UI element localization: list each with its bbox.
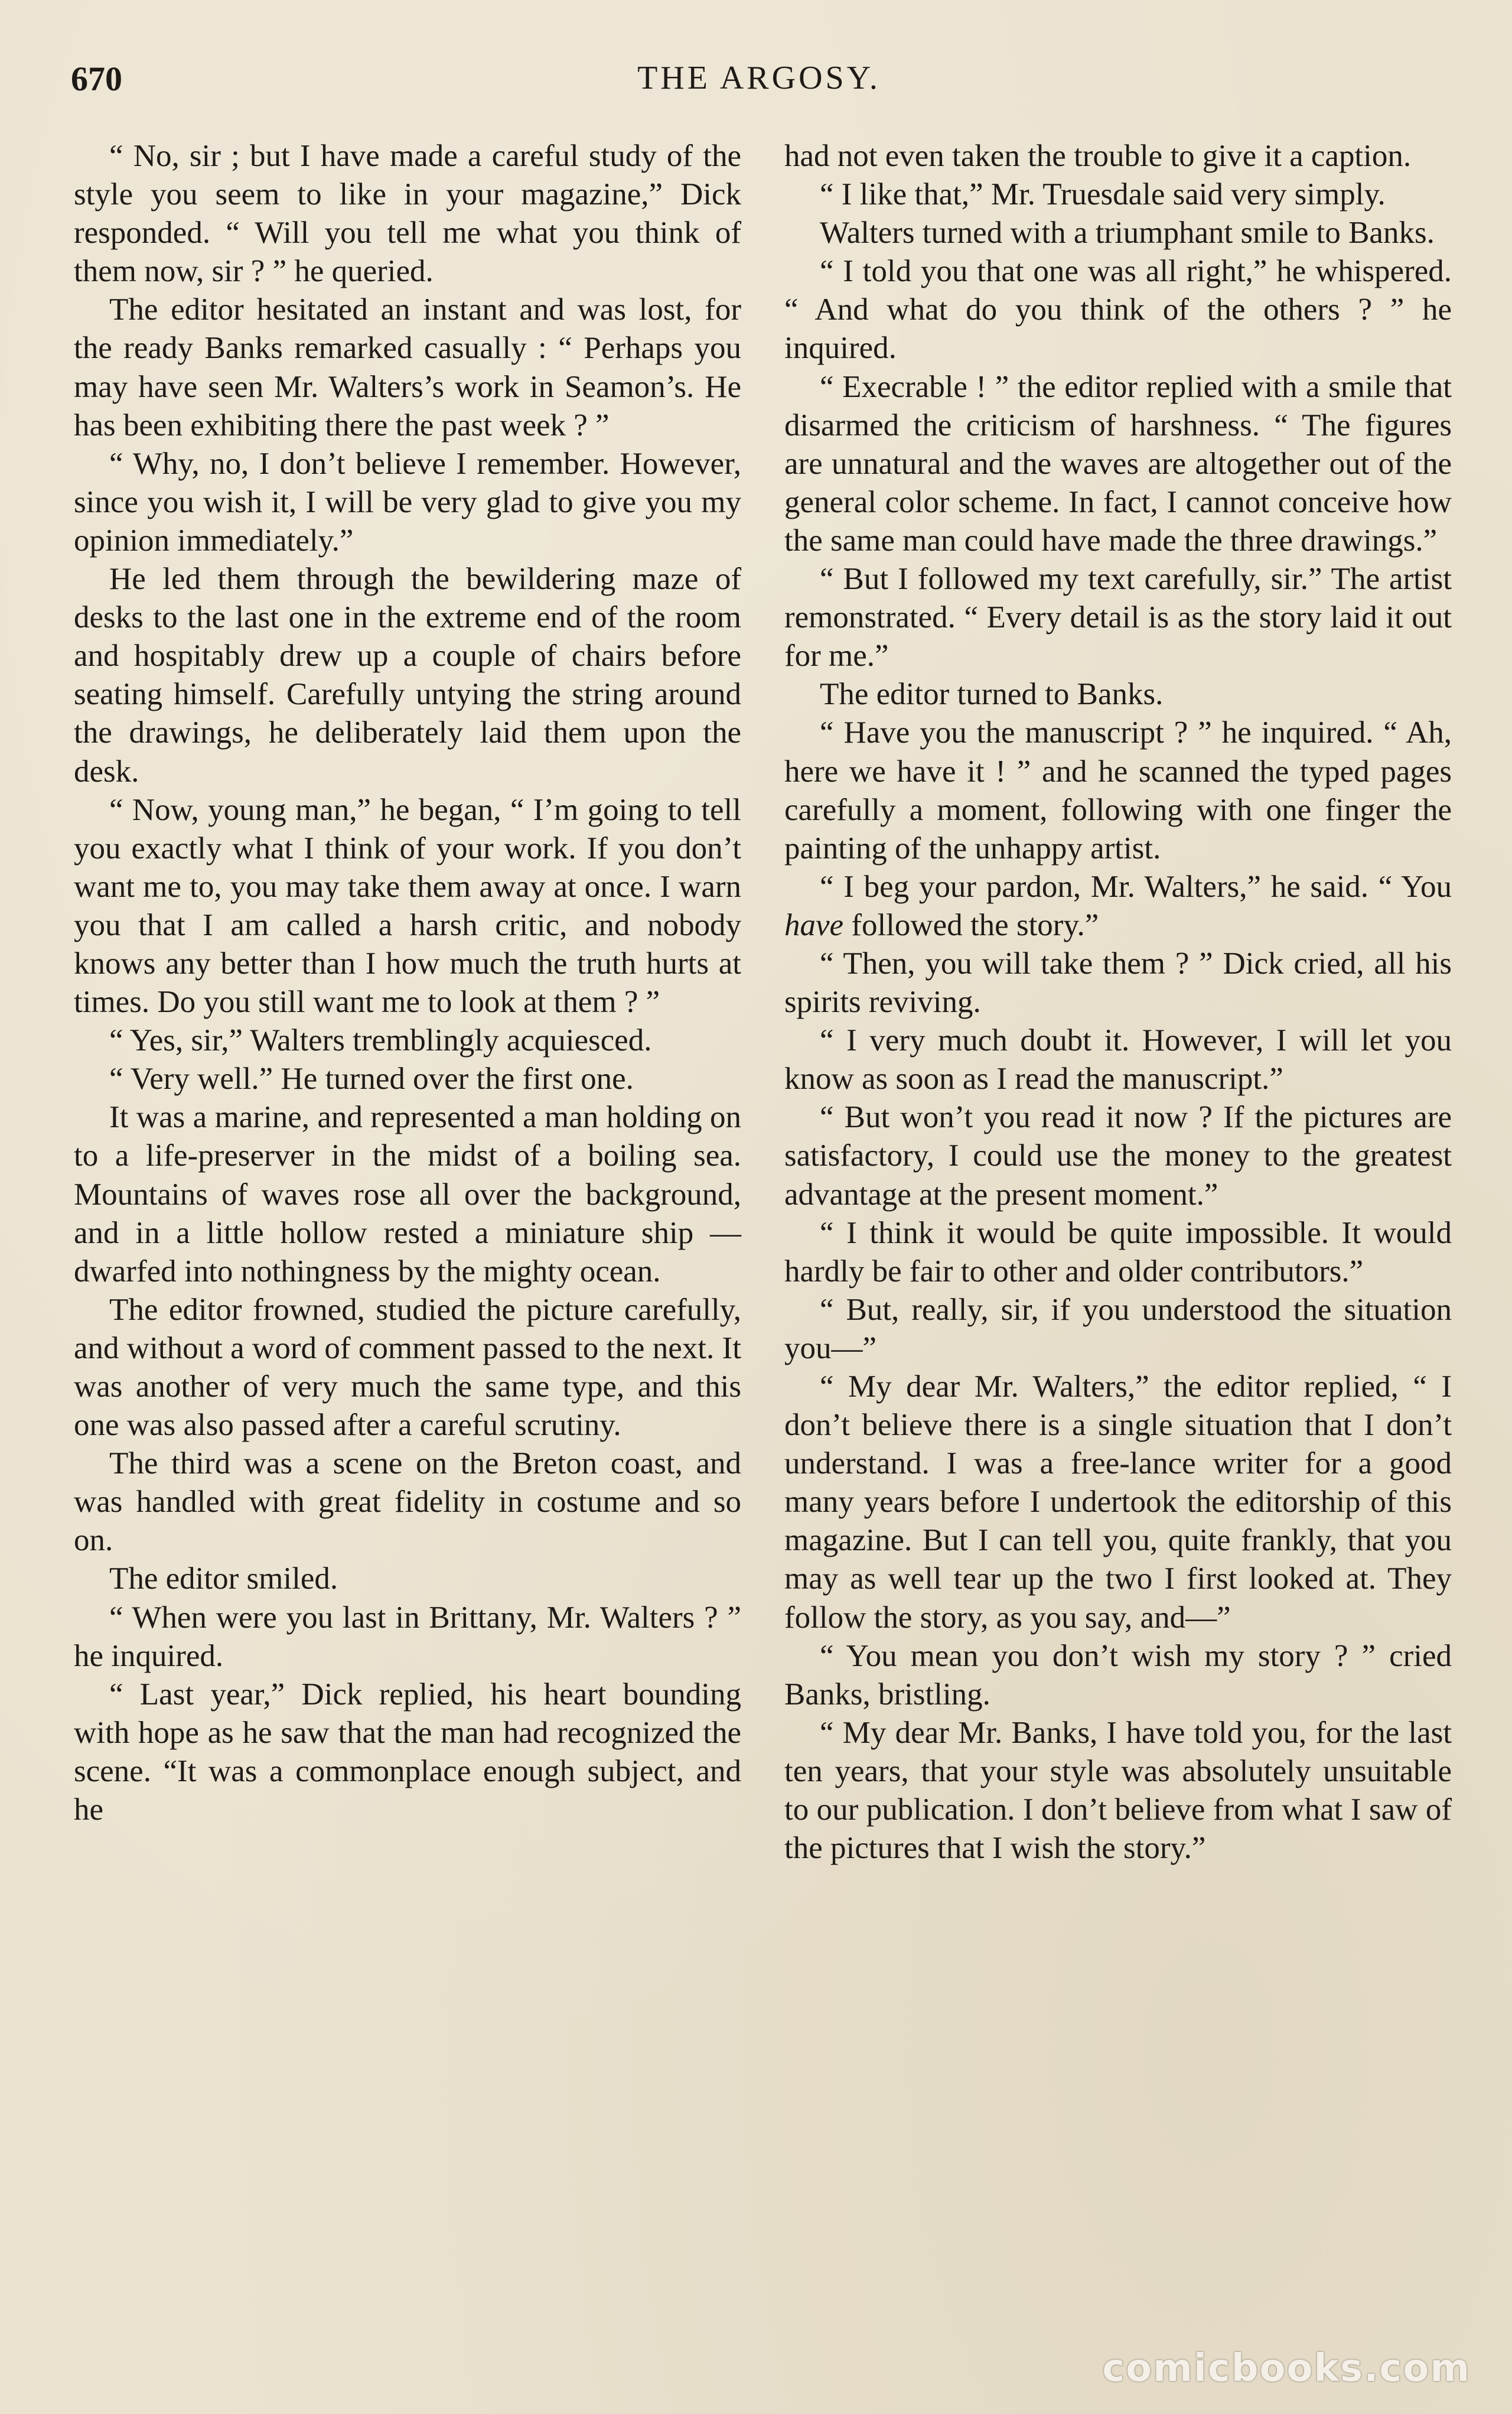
paragraph: had not even taken the trouble to give it a caption.	[784, 139, 1412, 173]
paragraph: “ Very well.” He turned over the first one.	[109, 1062, 634, 1097]
paragraph: The third was a scene on the Breton coast, and was handled with great fidelity in costume and so on.	[74, 1446, 741, 1558]
paragraph: “ But, really, sir, if you understood the situation you—”	[784, 1292, 1452, 1365]
emphasized-word: have	[784, 907, 844, 942]
paragraph: “ Have you the manuscript ? ” he inquired. “ Ah, here we have it ! ” and he scanned the typed pages carefully a moment, following with one finger the painting of the unhappy artist.	[784, 715, 1452, 866]
paragraph: “ I very much doubt it. However, I will let you know as soon as I read the manuscript.”	[784, 1023, 1452, 1097]
paragraph: “ Why, no, I don’t believe I remember. However, since you wish it, I will be very glad to give you my opinion immediately.”	[74, 446, 741, 558]
paragraph: “ But I followed my text carefully, sir.” The artist remonstrated. “ Every detail is as the story laid it out for me.”	[784, 562, 1452, 674]
paragraph: “ I told you that one was all right,” he whispered. “ And what do you think of the others ? ” he inquired.	[784, 254, 1452, 366]
paragraph: He led them through the bewildering maze of desks to the last one in the extreme end of the room and hospitably drew up a couple of chairs before seating himself. Carefully untying the string around the drawings, he deliberately laid them upon the desk.	[74, 562, 741, 789]
paragraph: “ My dear Mr. Walters,” the editor replied, “ I don’t believe there is a single situation that I don’t understand. I was a free-lance writer for a good many years before I undertook the editorship of this magazine. But I can tell you, quite frankly, that you may as well tear up the two I first looked at. They follow the story, as you say, and—”	[784, 1369, 1452, 1635]
paragraph: Walters turned with a triumphant smile to Banks.	[820, 216, 1435, 250]
paragraph: “ But won’t you read it now ? If the pictures are satisfactory, I could use the money to the greatest advantage at the present moment.”	[784, 1100, 1452, 1212]
left-text-column	[74, 137, 741, 1829]
paragraph-text: “ I beg your pardon, Mr. Walters,” he said. “ You	[820, 869, 1452, 904]
paragraph: The editor hesitated an instant and was lost, for the ready Banks remarked casually : “ Perhaps you may have seen Mr. Walters’s work in Seamon’s. He has been exhibiting there the past week ? ”	[74, 292, 741, 443]
paragraph: “ I think it would be quite impossible. It would hardly be fair to other and older contributors.”	[784, 1215, 1452, 1289]
paragraph: The editor smiled.	[109, 1561, 338, 1596]
paragraph: “ I like that,” Mr. Truesdale said very simply.	[820, 177, 1386, 212]
paragraph: The editor frowned, studied the picture carefully, and without a word of comment passed to the next. It was another of very much the same type, and this one was also passed after a careful scrutiny.	[74, 1292, 741, 1443]
paragraph: “ When were you last in Brittany, Mr. Walters ? ” he inquired.	[74, 1600, 741, 1673]
watermark: comicbooks.com	[1102, 2347, 1471, 2390]
running-title: THE ARGOSY.	[637, 60, 881, 96]
paragraph: “ No, sir ; but I have made a careful study of the style you seem to like in your magazine,” Dick responded. “ Will you tell me what you think of them now, sir ? ” he queried.	[74, 139, 741, 289]
paragraph: “ Yes, sir,” Walters tremblingly acquiesced.	[109, 1023, 652, 1058]
paragraph: “ Then, you will take them ? ” Dick cried, all his spirits reviving.	[784, 946, 1452, 1020]
paragraph-text: followed the story.”	[843, 907, 1099, 942]
paragraph: “ Now, young man,” he began, “ I’m going to tell you exactly what I think of your work. If you don’t want me to, you may take them away at once. I warn you that I am called a harsh critic, and nobody knows any better than I how much the truth hurts at times. Do you still want me to look at them ? ”	[74, 792, 741, 1020]
page-number: 670	[71, 60, 122, 98]
page-header	[71, 59, 1447, 106]
paragraph	[784, 868, 1452, 945]
paragraph: The editor turned to Banks.	[820, 677, 1164, 712]
paragraph: “ You mean you don’t wish my story ? ” cried Banks, bristling.	[784, 1638, 1452, 1712]
right-text-column	[784, 137, 1452, 1868]
paragraph: “ Execrable ! ” the editor replied with a smile that disarmed the criticism of harshness. “ The figures are unnatural and the waves are altogether out of the general color scheme. In fact, I cannot conceive how the same man could have made the three drawings.”	[784, 369, 1452, 558]
paragraph: It was a marine, and represented a man holding on to a life-preserver in the midst of a boiling sea. Mountains of waves rose all over the background, and in a little hollow rested a miniature ship —dwarfed into nothingness by the mighty ocean.	[74, 1100, 741, 1289]
paragraph: “ My dear Mr. Banks, I have told you, for the last ten years, that your style was absolutely unsuitable to our publication. I don’t believe from what I saw of the pictures that I wish the story.”	[784, 1715, 1452, 1866]
paragraph: “ Last year,” Dick replied, his heart bounding with hope as he saw that the man had recognized the scene. “It was a commonplace enough subject, and he	[74, 1677, 741, 1827]
